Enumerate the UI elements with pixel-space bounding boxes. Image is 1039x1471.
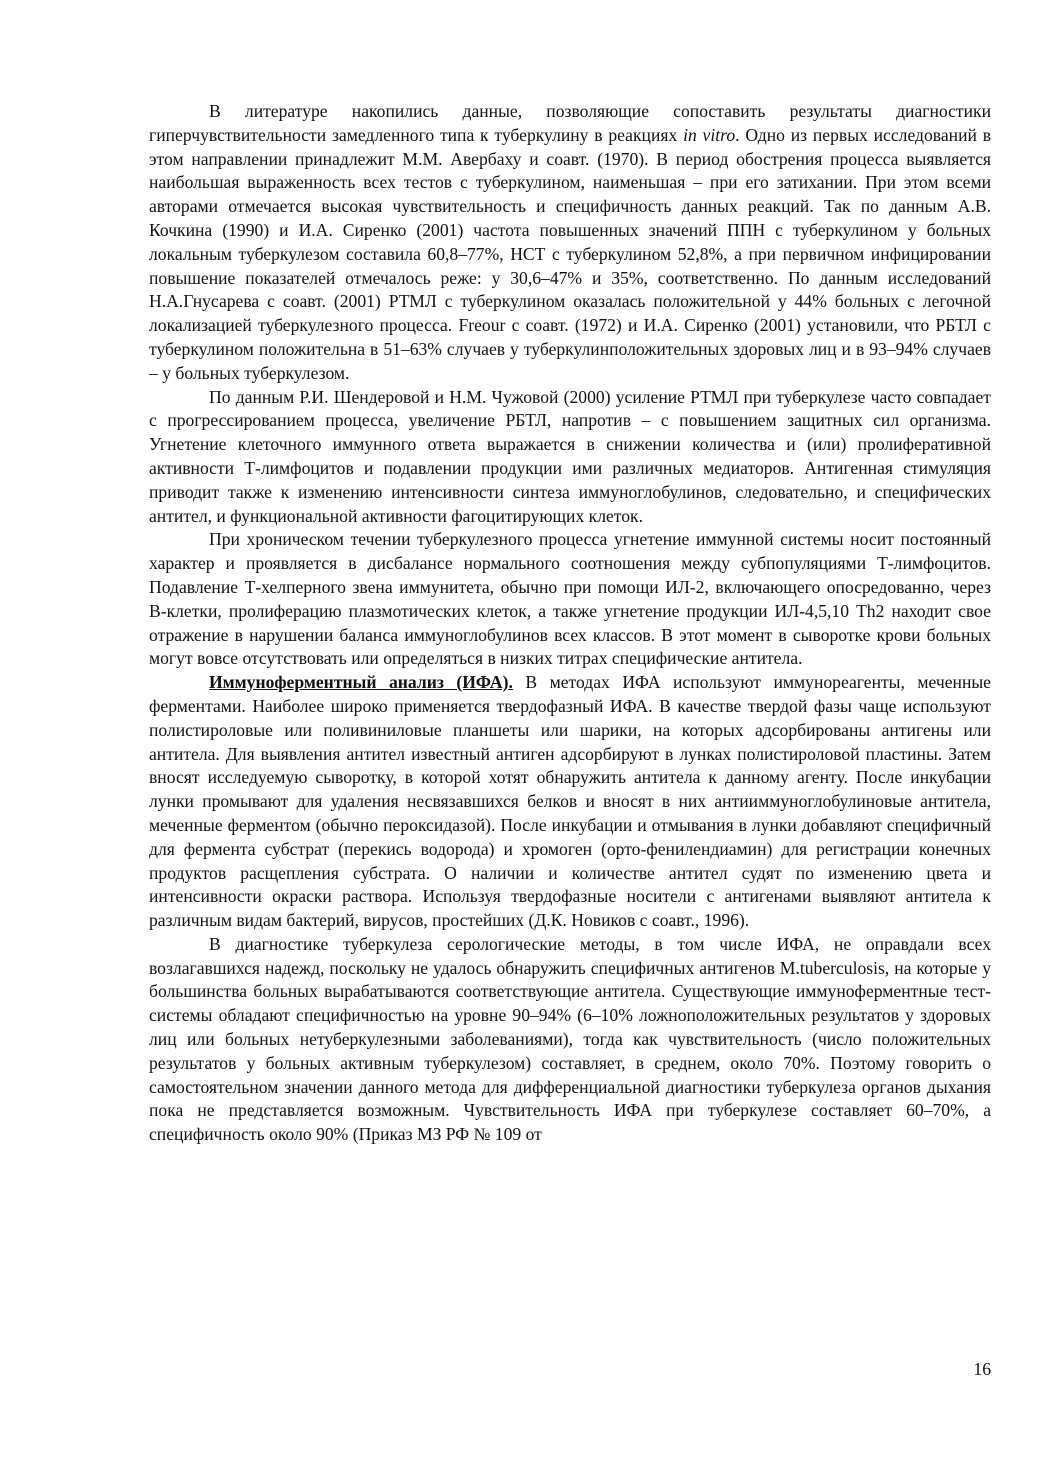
paragraph-4 [149,671,991,933]
paragraph-2: По данным Р.И. Шендеровой и Н.М. Чужовой (2000) усиление РТМЛ при туберкулезе часто совпадает с прогрессированием процесса, увеличение РБТЛ, напротив – с повышением защитных сил организма. Угнетение клеточного иммунного ответа выражается в снижении количества и (или) пролиферативной активности Т-лимфоцитов и подавлении продукции ими различных медиаторов. Антигенная стимуляция приводит также к изменению интенсивности синтеза иммуноглобулинов, следовательно, и специфических антител, и функциональной активности фагоцитирующих клеток. [149,386,991,526]
paragraph-5: В диагностике туберкулеза серологические методы, в том числе ИФА, не оправдали всех возлагавшихся надежд, поскольку не удалось обнаружить специфичных антигенов M.tuberculosis, на которые у большинства больных вырабатываются соответствующие антитела. Существующие иммуноферментные тест-системы обладают специфичностью на уровне 90–94% (6–10% ложноположительных результатов у здоровых лиц или больных нетуберкулезными заболеваниями), тогда как чувствительность (число положительных результатов у больных активным туберкулезом) составляет, в среднем, около 70%. Поэтому говорить о самостоятельном значении данного метода для дифференциальной диагностики туберкулеза органов дыхания пока не представляется возможным. Чувствительность ИФА при туберкулезе составляет 60–70%, а специфичность около 90% (Приказ МЗ РФ № 109 от [149,933,991,1145]
paragraph-1-text-b: . Одно из первых исследований в этом направлении принадлежит М.М. Авербаху и соавт. (1970). В период обострения процесса выявляется наибольшая выраженность всех тестов с туберкулином, наименьшая – при его затихании. При этом всеми авторами отмечается высокая чувствительность и специфичность данных реакций. Так по данным А.В. Кочкина (1990) и И.А. Сиренко (2001) частота повышенных значений ППН с туберкулином у больных локальным туберкулезом составила 60,8–77%, НСТ с туберкулином 52,8%, а при первичном инфицировании повышение показателей отмечалось реже: у 30,6–47% и 35%, соответственно. По данным исследований Н.А.Гнусарева с соавт. (2001) РТМЛ с туберкулином оказалась положительной у 44% больных с легочной локализацией туберкулезного процесса. Freour с соавт. (1972) и И.А. Сиренко (2001) установили, что РБТЛ с туберкулином положительна в 51–63% случаев у туберкулинположительных здоровых лиц и в 93–94% случаев – у больных туберкулезом. [149,124,991,383]
section-heading-ifa: Иммуноферментный анализ (ИФА). [209,672,513,693]
page-number: 16 [973,1359,991,1379]
paragraph-4-text: В методах ИФА используют иммунореагенты, меченные ферментами. Наиболее широко применяется твердофазный ИФА. В качестве твердой фазы чаще используют полистироловые или поливиниловые планшеты или шарики, на которых адсорбированы антигены или антитела. Для выявления антител известный антиген адсорбируют в лунках полистироловой пластины. Затем вносят исследуемую сыворотку, в которой хотят обнаружить антитела к данному агенту. После инкубации лунки промывают для удаления несвязавшихся белков и вносят в них антииммуноглобулиновые антитела, меченные ферментом (обычно пероксидазой). После инкубации и отмывания в лунки добавляют специфичный для фермента субстрат (перекись водорода) и хромоген (орто-фенилендиамин) для регистрации конечных продуктов расщепления субстрата. О наличии и количестве антител судят по изменению цвета и интенсивности окраски раствора. Используя твердофазные носители с антигенами выявляют антитела к различным видам бактерий, вирусов, простейших (Д.К. Новиков с соавт., 1996). [149,672,991,931]
paragraph-1-italic-term: in vitro [683,124,736,145]
paragraph-3: При хроническом течении туберкулезного процесса угнетение иммунной системы носит постоянный характер и проявляется в дисбалансе нормального соотношения между субпопуляциями Т-лимфоцитов. Подавление Т-хелперного звена иммунитета, обычно при помощи ИЛ-2, включающего опосредованно, через В-клетки, пролиферацию плазмотических клеток, а также угнетение продукции ИЛ-4,5,10 Th2 находит свое отражение в нарушении баланса иммуноглобулинов всех классов. В этот момент в сыворотке крови больных могут вовсе отсутствовать или определяться в низких титрах специфические антитела. [149,529,991,669]
paragraph-1 [149,100,991,386]
paragraph-1-text-a: В литературе накопились данные, позволяющие сопоставить результаты диагностики гиперчувствительности замедленного типа к туберкулину в реакциях [149,101,991,145]
document-body [149,100,991,1147]
